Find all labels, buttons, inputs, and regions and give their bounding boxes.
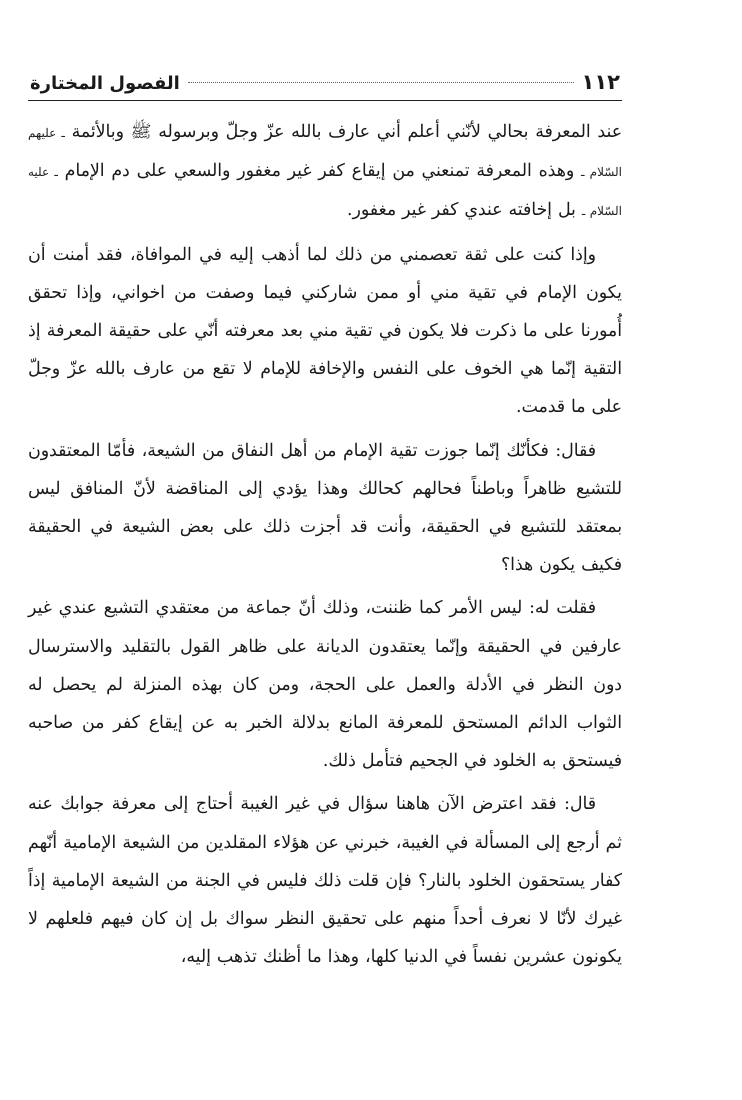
book-page (28, 70, 622, 981)
blessing-note-2: ـ عليه السّلام ـ (28, 165, 622, 219)
blessing-note-1: ـ عليهم السّلام ـ (28, 126, 622, 180)
paragraph-1-part-3: وهذه المعرفة تمنعني من إيقاع كفر غير مغفور والسعي على دم الإمام (57, 161, 582, 182)
header-divider (28, 100, 622, 101)
body-text (28, 113, 622, 976)
paragraph-5: قال: فقد اعترض الآن هاهنا سؤال في غير الغيبة أحتاج إلى معرفة جوابك عنه ثم أرجع إلى المسألة في الغيبة، خبرني عن هؤلاء المقلدين من الشيعة الإمامية أنّهم كفار يستحقون الخلود بالنار؟ فإن قلت ذلك فليس في الجنة من الشيعة الإمامية إذاً غيرك لأنّا لا نعرف أحداً منهم على تحقيق النظر سواك بل إن كان فيهم فلعلهم لا يكونون عشرين نفساً في الدنيا كلها، وهذا ما أظنك تذهب إليه، (28, 794, 622, 968)
page-number: ١١٢ (581, 70, 620, 94)
paragraph-1 (28, 113, 622, 231)
header-dotted-rule (188, 82, 574, 83)
paragraph-1-part-5: بل إخافته عندي كفر غير مغفور. (347, 200, 582, 221)
paragraph-4: فقلت له: ليس الأمر كما ظننت، وذلك أنّ جماعة من معتقدي التشيع عندي غير عارفين في الحقيقة وإنّما يعتقدون الديانة على ظاهر القول بالتقليد والاسترسال دون النظر في الأدلة والعمل على الحجة، ومن كان بهذه المنزلة لم يحصل له الثواب الدائم المستحق للمعرفة المانع بدلالة الخبر به عن إيقاع كفر من صاحبه فيستحق به الخلود في الجحيم فتأمل ذلك. (28, 598, 622, 772)
book-title: الفصول المختارة (30, 73, 180, 94)
paragraph-1-part-1: عند المعرفة بحالي لأنّني أعلم أني عارف بالله عزّ وجلّ وبرسوله ﷺ وبالأئمة (64, 122, 623, 142)
running-header (28, 70, 622, 104)
paragraph-2: وإذا كنت على ثقة تعصمني من ذلك لما أذهب إليه في الموافاة، فقد أمنت أن يكون الإمام في تقية مني أو ممن شاركني فيما وصفت من اخواني، وإذا تحقق أُمورنا على ما ذكرت فلا يكون في تقية مني بعد معرفته أنّي على حقيقة المعرفة إذ التقية إنّما هي الخوف على النفس والإخافة للإمام لا تقع من عارف بالله عزّ وجلّ على ما قدمت. (28, 244, 622, 418)
paragraph-3: فقال: فكأنّك إنّما جوزت تقية الإمام من أهل النفاق من الشيعة، فأمّا المعتقدون للتشيع ظاهراً وباطناً فحالهم كحالك وهذا يؤدي إلى المناقضة لأنّ المنافق ليس بمعتقد للتشيع في الحقيقة، وأنت قد أجزت ذلك على بعض الشيعة في الحقيقة فكيف يكون هذا؟ (28, 440, 622, 576)
